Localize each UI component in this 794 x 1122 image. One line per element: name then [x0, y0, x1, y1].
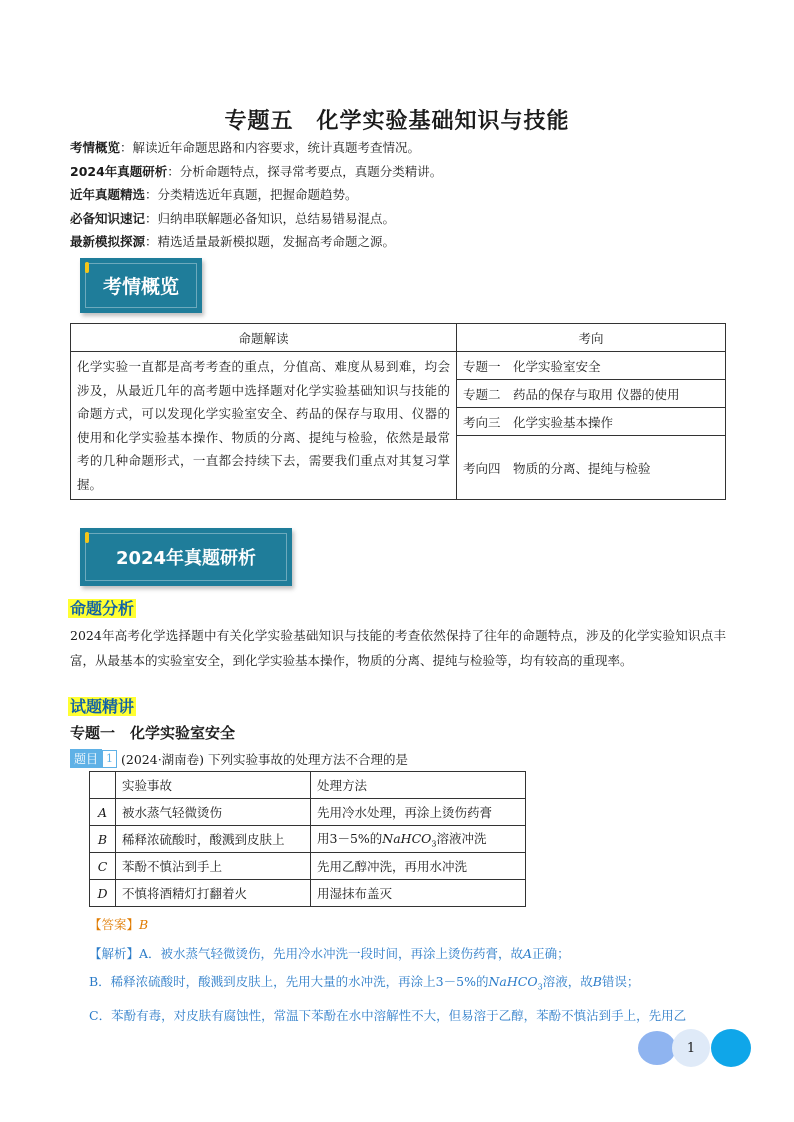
intro-item: 近年真题精选：分类精选近年真题，把握命题趋势。	[70, 187, 358, 202]
explanation	[89, 940, 739, 1030]
accident-table	[89, 771, 526, 907]
explanation-line: 【解析】A．被水蒸气轻微烫伤，先用冷水冲洗一段时间，再涂上烫伤药膏，故A正确；	[89, 946, 570, 961]
explanation-line: B．稀释浓硫酸时，酸溅到皮肤上，先用大量的水冲洗，再涂上3－5%的NaHCO$_3$溶液，故B错误；	[89, 974, 640, 992]
intro-item: 必备知识速记：归纳串联解题必备知识，总结易错易混点。	[70, 210, 396, 226]
direction-item: 考向四 物质的分离、提纯与检验	[457, 436, 726, 500]
section-heading-analysis: 命题分析	[70, 599, 135, 618]
analysis-paragraph: 2024年高考化学选择题中有关化学实验基础知识与技能的考查依然保持了往年的命题特点，涉及的化学实验知识点丰富，从最基本的实验室安全，到化学实验基本操作，物质的分离、提纯与检验等，均有较高的重现率。	[70, 628, 726, 668]
direction-item: 考向三 化学实验基本操作	[457, 408, 726, 436]
answer: 【答案】B	[89, 917, 149, 932]
intro-list	[70, 136, 442, 254]
table-row: A 被水蒸气轻微烫伤 先用冷水处理，再涂上烫伤药膏	[90, 799, 526, 826]
intro-item: 考情概览：解读近年命题思路和内容要求，统计真题考查情况。	[70, 140, 421, 155]
table-header: 考向	[457, 324, 726, 352]
page-title: 专题五 化学实验基础知识与技能	[224, 109, 570, 134]
question-text: (2024·湖南卷) 下列实验事故的处理方法不合理的是	[121, 751, 409, 767]
page-decoration-left	[638, 1031, 676, 1065]
overview-description: 化学实验一直都是高考考查的重点，分值高、难度从易到难，均会涉及，从最近几年的高考题中选择题对化学实验基础知识与技能的命题方式，可以发现化学实验室安全、药品的保存与取用、仪器的使用和化学实验基本操作、物质的分离、提纯与检验，依然是最常考的几种命题形式，一直都会持续下去，需要我们重点对其复习掌握。	[71, 352, 457, 500]
explanation-line: C．苯酚有毒，对皮肤有腐蚀性，常温下苯酚在水中溶解性不大，但易溶于乙醇，苯酚不慎沾到手上，先用乙	[89, 1007, 687, 1023]
section-heading-questions: 试题精讲	[70, 697, 135, 716]
table-header: 命题解读	[71, 324, 457, 352]
question-tag: 题目	[70, 749, 102, 768]
section-badge-overview: 考情概览	[80, 258, 202, 313]
pin-icon	[85, 532, 89, 543]
table-row	[90, 772, 526, 799]
table-header: 处理方法	[311, 772, 526, 799]
page-number: 1	[672, 1029, 710, 1067]
intro-item: 最新模拟探源：精选适量最新模拟题，发掘高考命题之源。	[70, 234, 396, 249]
table-row: C 苯酚不慎沾到手上 先用乙醇冲洗，再用水冲洗	[90, 853, 526, 880]
direction-item: 专题一 化学实验室安全	[457, 352, 726, 380]
table-row: B 稀释浓硫酸时，酸溅到皮肤上 用3－5%的NaHCO$_3$溶液冲洗	[90, 826, 526, 853]
topic-heading: 专题一 化学实验室安全	[70, 724, 236, 742]
question-stem	[70, 749, 408, 768]
direction-item: 专题二 药品的保存与取用 仪器的使用	[457, 380, 726, 408]
intro-item: 2024年真题研析：分析命题特点，探寻常考要点，真题分类精讲。	[70, 163, 443, 179]
pin-icon	[85, 262, 89, 273]
table-row: D 不慎将酒精灯打翻着火 用湿抹布盖灭	[90, 880, 526, 907]
overview-table	[70, 323, 726, 500]
section-badge-2024: 2024年真题研析	[80, 528, 292, 586]
question-number: 1	[102, 750, 117, 768]
page-decoration-right	[711, 1029, 751, 1067]
table-header: 实验事故	[116, 772, 311, 799]
